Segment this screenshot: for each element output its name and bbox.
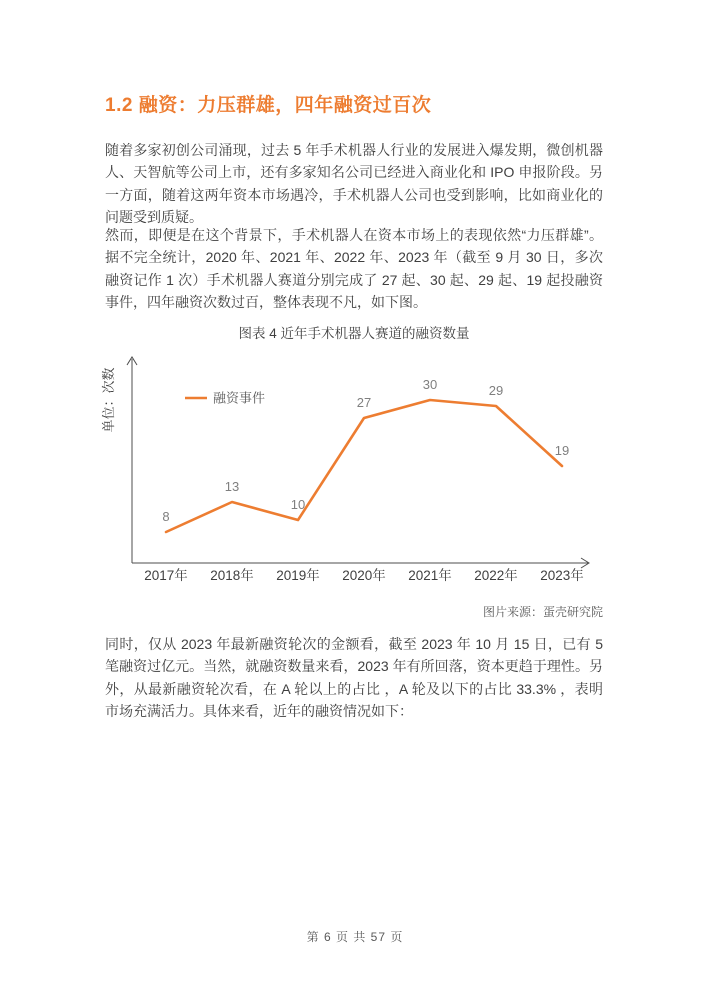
paragraph-funding-counts: 然而，即便是在这个背景下，手术机器人在资本市场上的表现依然“力压群雄”。据不完全统计，2020 年、2021 年、2022 年、2023 年（截至 9 月 30 日，多次融资记作 1 次）手术机器人赛道分别完成了 27 起、30 起、29 起、19 起投融资事件，四年融资次数过百，整体表现不凡，如下图。 xyxy=(105,227,603,311)
x-tick-label: 2021年 xyxy=(408,568,452,583)
paragraph-industry-boom: 随着多家初创公司涌现，过去 5 年手术机器人行业的发展进入爆发期，微创机器人、天智航等公司上市，还有多家知名公司已经进入商业化和 IPO 申报阶段。另一方面，随着这两年资本市场遇冷，手术机器人公司也受到影响，比如商业化的问题受到质疑。 xyxy=(105,142,603,226)
chart-canvas xyxy=(100,346,620,596)
x-tick-label: 2022年 xyxy=(474,568,518,583)
x-tick-label: 2018年 xyxy=(210,568,254,583)
y-axis-title: 单位：次数 xyxy=(101,367,116,433)
legend-label: 融资事件 xyxy=(213,390,266,406)
data-label: 27 xyxy=(356,395,372,410)
chart-caption: 图表 4 近年手术机器人赛道的融资数量 xyxy=(238,326,470,341)
data-label: 19 xyxy=(554,443,570,458)
data-label: 10 xyxy=(290,497,306,512)
x-tick-label: 2017年 xyxy=(144,568,188,583)
page-number: 第 6 页 共 57 页 xyxy=(306,930,404,944)
data-label: 30 xyxy=(422,377,438,392)
series-line-funding-events xyxy=(166,400,562,532)
data-label: 8 xyxy=(162,509,170,524)
chart-source: 图片来源：蛋壳研究院 xyxy=(482,605,603,619)
x-tick-label: 2020年 xyxy=(342,568,386,583)
data-label: 13 xyxy=(224,479,240,494)
x-tick-label: 2023年 xyxy=(540,568,584,583)
funding-line-chart xyxy=(100,346,620,596)
data-label: 29 xyxy=(488,383,504,398)
paragraph-funding-rounds: 同时，仅从 2023 年最新融资轮次的金额看，截至 2023 年 10 月 15 日，已有 5 笔融资过亿元。当然，就融资数量来看，2023 年有所回落，资本更趋于理性。另外，从最新融资轮次看，在 A 轮以上的占比 ，A 轮及以下的占比 33.3% ，表明市场充满活力。具体来看，近年的融资情况如下： xyxy=(105,636,603,720)
section-heading: 1.2 融资：力压群雄，四年融资过百次 xyxy=(105,95,432,116)
x-tick-label: 2019年 xyxy=(276,568,320,583)
